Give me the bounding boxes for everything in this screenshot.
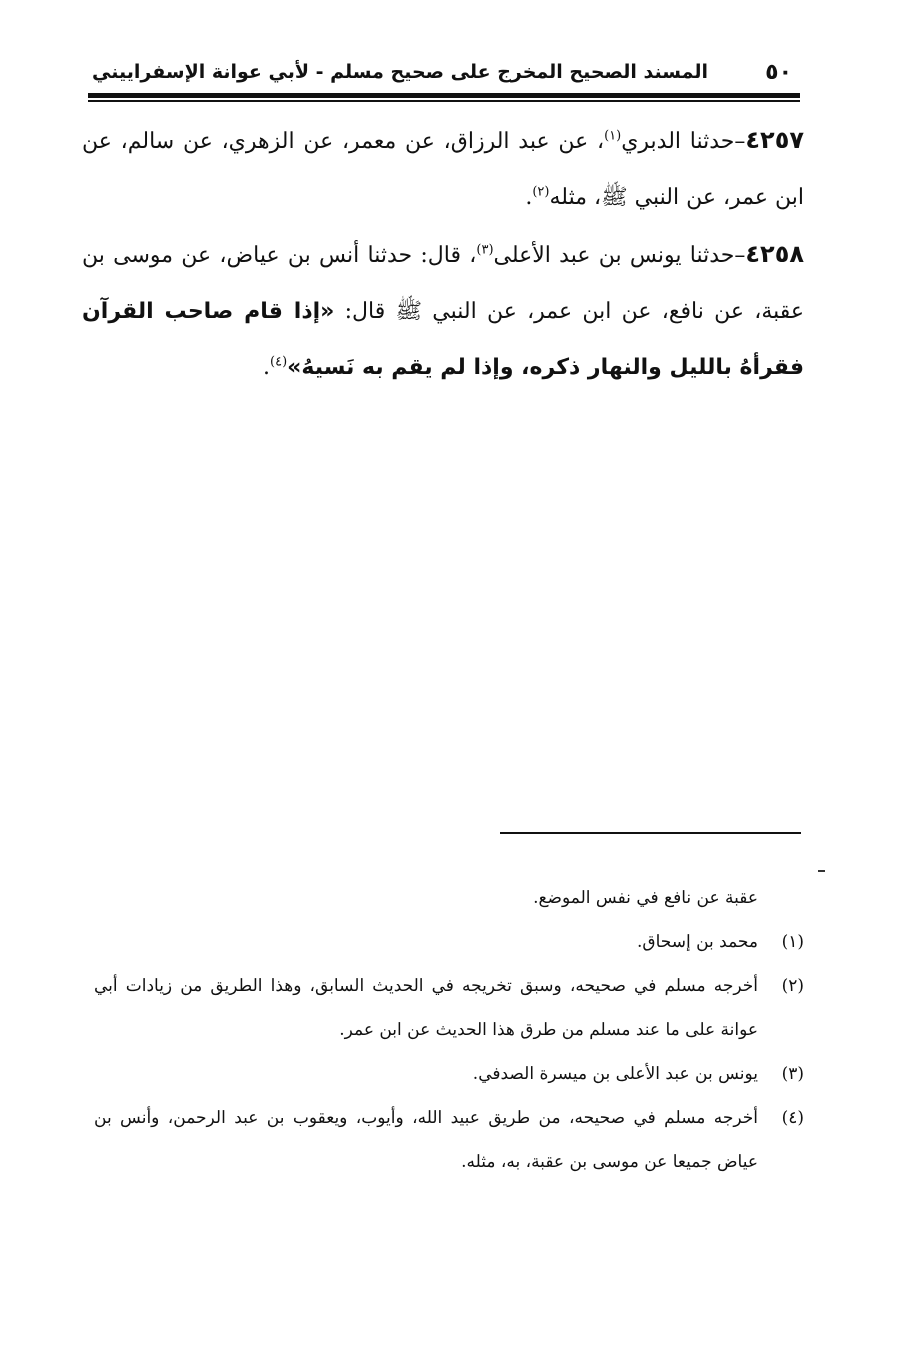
footnote-item [94, 964, 808, 1052]
footnote-number: (٤) [781, 1108, 804, 1128]
footnote-separator [500, 832, 801, 834]
book-title: المسند الصحيح المخرج على صحيح مسلم - لأبي عوانة الإسفراييني [92, 61, 708, 83]
hadith-text: ، عن عبد الرزاق، عن معمر، عن الزهري، عن سالم، عن ابن عمر، عن النبي ﷺ، مثله [82, 129, 804, 210]
hadith-4258 [82, 226, 804, 396]
main-text [82, 112, 804, 396]
footnote-number: (٢) [781, 976, 804, 996]
hadith-text: –حدثنا يونس بن عبد الأعلى [493, 243, 746, 268]
hadith-text: . [525, 185, 533, 210]
footnote-item [94, 1096, 808, 1184]
footnote-ref: (٢) [532, 184, 550, 200]
header-rule-thick [88, 93, 800, 98]
footnote-ref: (٤) [270, 354, 288, 370]
hadith-matn: «إذا قام صاحب القرآن فقرأهُ بالليل والنهار ذكره، وإذا لم يقم به نَسيهُ» [82, 299, 804, 380]
hadith-text: ، قال: حدثنا أنس بن عياض، عن موسى بن عقبة، عن نافع، عن ابن عمر، عن النبي ﷺ قال: [82, 243, 805, 324]
footnote-ref: (٣) [476, 242, 494, 258]
hadith-4257 [82, 112, 804, 226]
footnote-number: (١) [781, 932, 804, 952]
hadith-number: ٤٢٥٨ [745, 240, 804, 268]
footnote-text: محمد بن إسحاق. [636, 932, 758, 952]
footnote-ref: (١) [604, 128, 622, 144]
hadith-text: . [263, 355, 271, 380]
footnote-text: يونس بن عبد الأعلى بن ميسرة الصدفي. [472, 1064, 758, 1084]
running-header [88, 58, 800, 92]
page-number: ٥٠ [765, 60, 792, 85]
continuation-mark [818, 870, 825, 872]
footnote-item [94, 1052, 808, 1096]
header-rule-thin [88, 100, 800, 102]
footnote-continuation: عقبة عن نافع في نفس الموضع. [533, 888, 758, 908]
hadith-number: ٤٢٥٧ [745, 126, 804, 154]
hadith-text: –حدثنا الدبري [621, 129, 746, 154]
footnote-text: أخرجه مسلم في صحيحه، وسبق تخريجه في الحديث السابق، وهذا الطريق من زيادات أبي عوانة على ما عند مسلم من طرق هذا الحديث عن ابن عمر. [94, 976, 758, 1040]
footnote-text: أخرجه مسلم في صحيحه، من طريق عبيد الله، وأيوب، ويعقوب بن عبد الرحمن، وأنس بن عياض جميعا عن موسى بن عقبة، به، مثله. [94, 1108, 758, 1172]
footnotes [94, 876, 808, 1184]
footnote-item [94, 920, 808, 964]
footnote-number: (٣) [781, 1064, 804, 1084]
